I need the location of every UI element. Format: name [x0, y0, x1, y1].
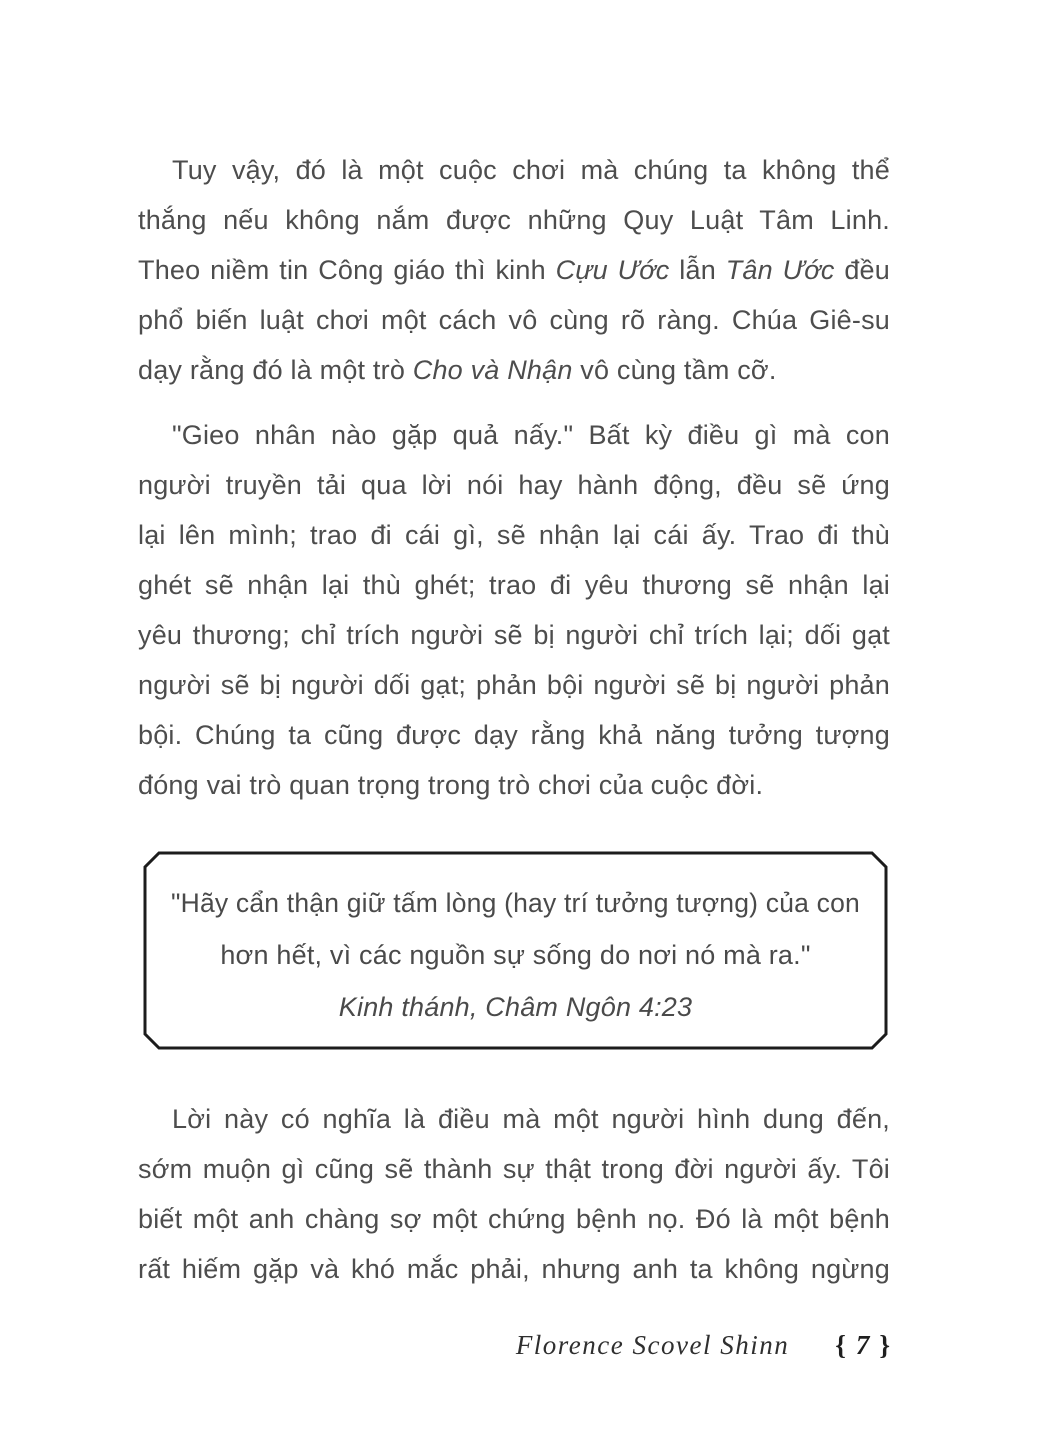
text-line: bội. Chúng ta cũng được dạy rằng khả năng tưởng tượng [138, 720, 890, 750]
page-marker-open-brace: { [835, 1330, 846, 1360]
text-line: người sẽ bị người dối gạt; phản bội người sẽ bị người phản [138, 670, 890, 700]
text-line: "Gieo nhân nào gặp quả nấy." Bất kỳ điều gì mà con [172, 420, 890, 450]
text-line: Tuy vậy, đó là một cuộc chơi mà chúng ta không thể [172, 155, 890, 185]
quote-line: hơn hết, vì các nguồn sự sống do nơi nó mà ra." [220, 940, 811, 970]
text-line: Lời này có nghĩa là điều mà một người hình dung đến, [172, 1104, 890, 1134]
text-line: đóng vai trò quan trọng trong trò chơi của cuộc đời. [138, 770, 764, 800]
quote-box-content [143, 851, 888, 1033]
page-number-marker [835, 1330, 890, 1361]
quote-box [143, 851, 888, 1050]
text-line: yêu thương; chỉ trích người sẽ bị người chỉ trích lại; dối gạt [138, 620, 890, 650]
paragraph [138, 145, 890, 395]
quote-box-lines [167, 877, 864, 981]
text-line: lại lên mình; trao đi cái gì, sẽ nhận lại cái ấy. Trao đi thù [138, 520, 890, 550]
text-line: sớm muộn gì cũng sẽ thành sự thật trong đời người ấy. Tôi [138, 1154, 890, 1184]
quote-attribution: Kinh thánh, Châm Ngôn 4:23 [338, 992, 693, 1022]
author-name: Florence Scovel Shinn [515, 1330, 790, 1360]
text-line: dạy rằng đó là một trò Cho và Nhận vô cùng tầm cỡ. [138, 355, 777, 385]
page-number: 7 [855, 1330, 870, 1360]
paragraph [138, 1094, 890, 1294]
text-line: Theo niềm tin Công giáo thì kinh Cựu Ước lẫn Tân Ước đều [138, 255, 890, 285]
paragraph [138, 410, 890, 810]
text-line: rất hiếm gặp và khó mắc phải, nhưng anh ta không ngừng [138, 1254, 890, 1284]
text-line: người truyền tải qua lời nói hay hành động, đều sẽ ứng [138, 470, 890, 500]
text-line: ghét sẽ nhận lại thù ghét; trao đi yêu thương sẽ nhận lại [138, 570, 890, 600]
quote-line: "Hãy cẩn thận giữ tấm lòng (hay trí tưởng tượng) của con [171, 888, 860, 918]
text-line: phổ biến luật chơi một cách vô cùng rõ ràng. Chúa Giê-su [138, 305, 890, 335]
text-line: biết một anh chàng sợ một chứng bệnh nọ. Đó là một bệnh [138, 1204, 890, 1234]
page-footer [138, 1330, 890, 1361]
text-line: thắng nếu không nắm được những Quy Luật Tâm Linh. [138, 205, 890, 235]
body-text [138, 145, 890, 1361]
page-marker-close-brace: } [879, 1330, 890, 1360]
